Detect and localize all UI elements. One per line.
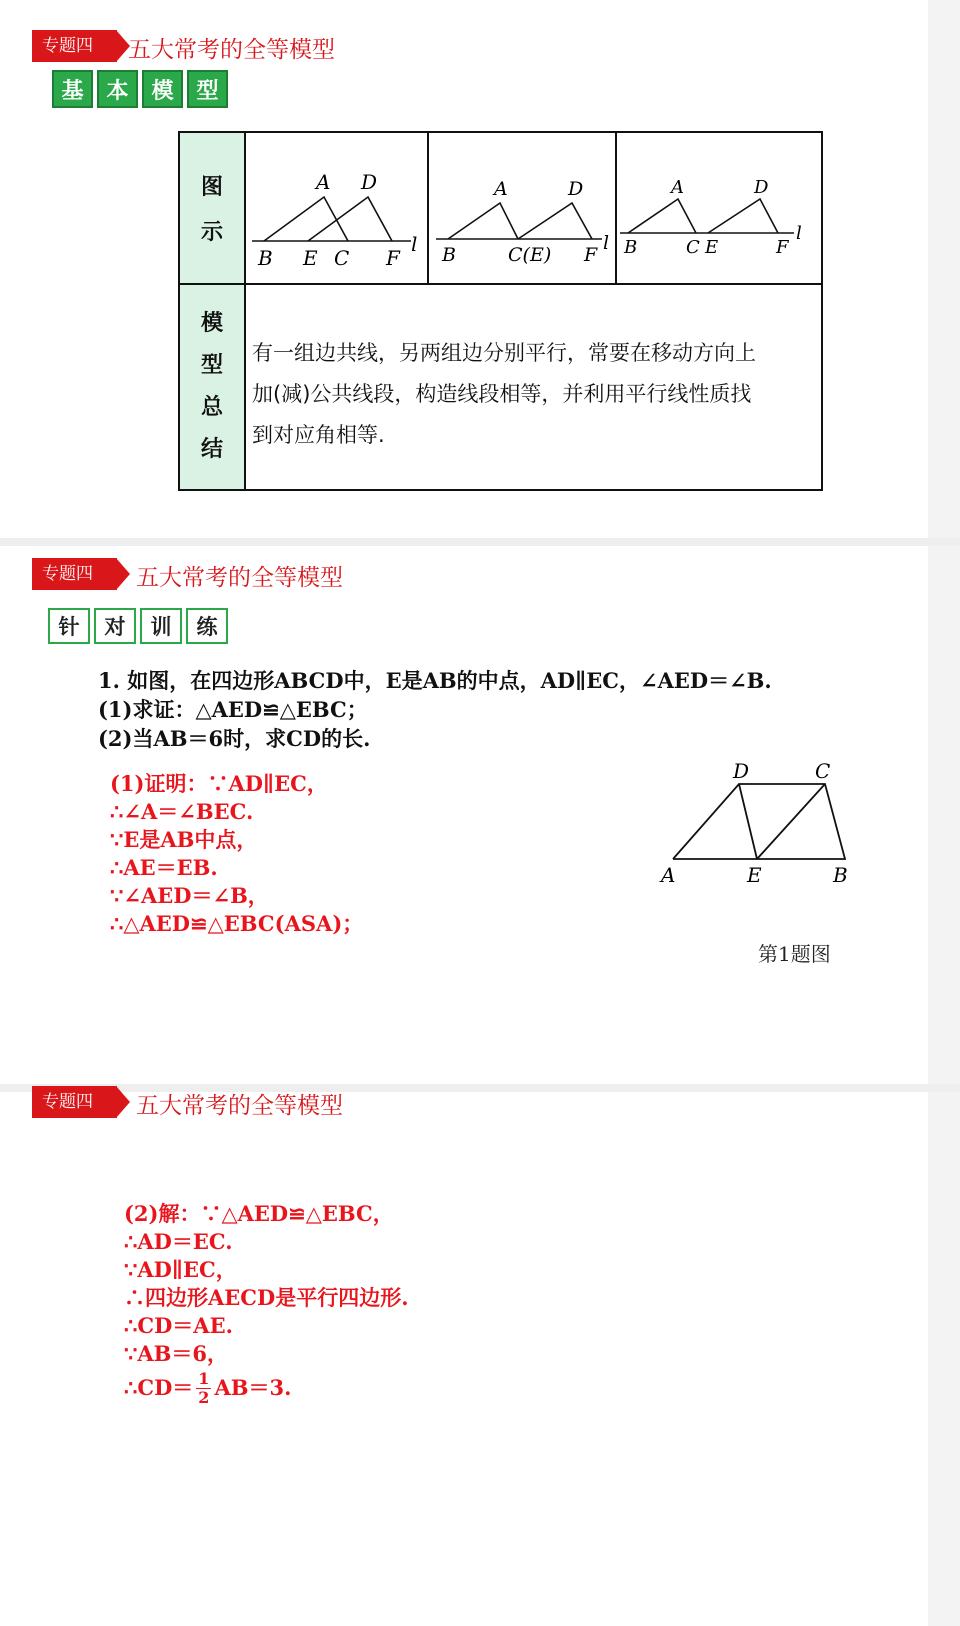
figure-header-char: 示 xyxy=(200,220,223,245)
problem-line: (1)求证：△AED≌△EBC； xyxy=(98,697,368,722)
figure-2 xyxy=(436,178,609,266)
proof-line: ∴AE＝EB. xyxy=(110,855,218,880)
figure-label: A xyxy=(316,170,331,194)
fraction-numerator: 1 xyxy=(198,1368,210,1388)
figure-label: D xyxy=(568,178,584,200)
section-char: 型 xyxy=(187,70,228,108)
figure-label: C xyxy=(334,246,350,270)
solution-line: ∴CD＝AE. xyxy=(124,1313,233,1338)
summary-header-char: 模 xyxy=(200,311,223,336)
problem-statement xyxy=(98,666,772,753)
figure-label: l xyxy=(603,232,610,254)
figure-label: B xyxy=(442,244,456,266)
summary-header-char: 型 xyxy=(200,353,223,378)
slide-basic-model xyxy=(0,0,928,538)
solution-line: ∴四边形AECD是平行四边形. xyxy=(124,1285,409,1310)
figure-label: A xyxy=(671,177,684,198)
proof-line: ∵∠AED＝∠B， xyxy=(110,883,269,908)
summary-line: 加(减)公共线段，构造线段相等，并利用平行线性质找 xyxy=(252,382,752,406)
summary-header-char: 结 xyxy=(200,437,223,462)
fraction-one-half xyxy=(196,1370,211,1407)
summary-line: 到对应角相等. xyxy=(252,423,385,447)
figure-label: D xyxy=(361,170,378,194)
topic-tag-arrow xyxy=(116,558,130,590)
figures-cell xyxy=(245,132,822,284)
topic-tag-label: 专题四 xyxy=(32,558,117,590)
summary-line: 有一组边共线，另两组边分别平行，常要在移动方向上 xyxy=(252,341,756,365)
model-figures-diagram xyxy=(246,133,821,283)
figure-label: F xyxy=(776,237,789,258)
topic-tag-label: 专题四 xyxy=(32,1086,117,1118)
solution-line: ∵AD∥EC， xyxy=(124,1257,237,1282)
solution-final-line xyxy=(124,1368,409,1408)
figure-label: F xyxy=(584,244,598,266)
figure-label: l xyxy=(411,232,418,256)
figure-header-cell xyxy=(179,132,245,284)
figure-1 xyxy=(252,170,417,270)
page-edge xyxy=(928,546,960,1084)
section-char: 本 xyxy=(97,70,138,108)
proof-line: ∵E是AB中点， xyxy=(110,827,258,852)
figure-header-char: 图 xyxy=(200,175,223,200)
slide-solution xyxy=(0,1092,928,1626)
figure-label: E xyxy=(303,246,318,270)
figure-label: B xyxy=(833,863,848,887)
topic-tag-label: 专题四 xyxy=(32,30,117,62)
section-char: 基 xyxy=(52,70,93,108)
fraction-denominator: 2 xyxy=(198,1387,210,1407)
slide-title: 五大常考的全等模型 xyxy=(136,565,343,591)
section-char: 针 xyxy=(48,608,90,644)
section-char: 对 xyxy=(94,608,136,644)
final-prefix: ∴CD＝ xyxy=(124,1375,194,1400)
final-suffix: AB＝3. xyxy=(214,1375,292,1400)
figure-3 xyxy=(620,177,802,258)
model-table xyxy=(178,131,823,491)
figure-label: C xyxy=(815,759,831,783)
proof-part1 xyxy=(110,770,363,938)
figure-label: C xyxy=(686,237,700,258)
summary-cell xyxy=(245,284,822,490)
table-row-summary xyxy=(179,284,822,490)
summary-header-char: 总 xyxy=(200,395,223,420)
solution-line: ∵AB＝6， xyxy=(124,1341,229,1366)
quadrilateral-figure xyxy=(655,756,865,891)
page-edge xyxy=(928,0,960,538)
section-char: 练 xyxy=(186,608,228,644)
figure-label: E xyxy=(705,237,719,258)
figure-label: E xyxy=(747,863,762,887)
section-char: 训 xyxy=(140,608,182,644)
proof-line: (1)证明：∵AD∥EC， xyxy=(110,771,328,796)
section-label-practice xyxy=(48,608,228,644)
page-edge xyxy=(928,1092,960,1626)
solution-line: (2)解：∵△AED≌△EBC， xyxy=(124,1201,394,1226)
problem-line: 1. 如图，在四边形ABCD中，E是AB的中点，AD∥EC，∠AED＝∠B. xyxy=(98,668,772,693)
slide-title: 五大常考的全等模型 xyxy=(136,1093,343,1119)
solution-line: ∴AD＝EC. xyxy=(124,1229,233,1254)
figure-caption: 第1题图 xyxy=(758,942,831,966)
table-row-figures xyxy=(179,132,822,284)
topic-tag-arrow xyxy=(116,1086,130,1118)
proof-line: ∴∠A＝∠BEC. xyxy=(110,799,254,824)
figure-label: D xyxy=(754,177,769,198)
figure-label: C(E) xyxy=(508,244,552,266)
slide-title: 五大常考的全等模型 xyxy=(128,37,335,63)
summary-header-cell xyxy=(179,284,245,490)
section-label-basic-model xyxy=(52,70,228,108)
section-char: 模 xyxy=(142,70,183,108)
figure-label: D xyxy=(733,759,750,783)
figure-label: A xyxy=(661,863,676,887)
figure-label: l xyxy=(796,223,802,244)
proof-line: ∴△AED≌△EBC(ASA)； xyxy=(110,911,364,936)
slide-practice xyxy=(0,546,928,1084)
figure-label: F xyxy=(386,246,400,270)
problem-line: (2)当AB＝6时，求CD的长. xyxy=(98,726,371,751)
figure-label: A xyxy=(494,178,508,200)
solution-part2 xyxy=(124,1200,409,1408)
figure-label: B xyxy=(624,237,638,258)
figure-label: B xyxy=(258,246,273,270)
